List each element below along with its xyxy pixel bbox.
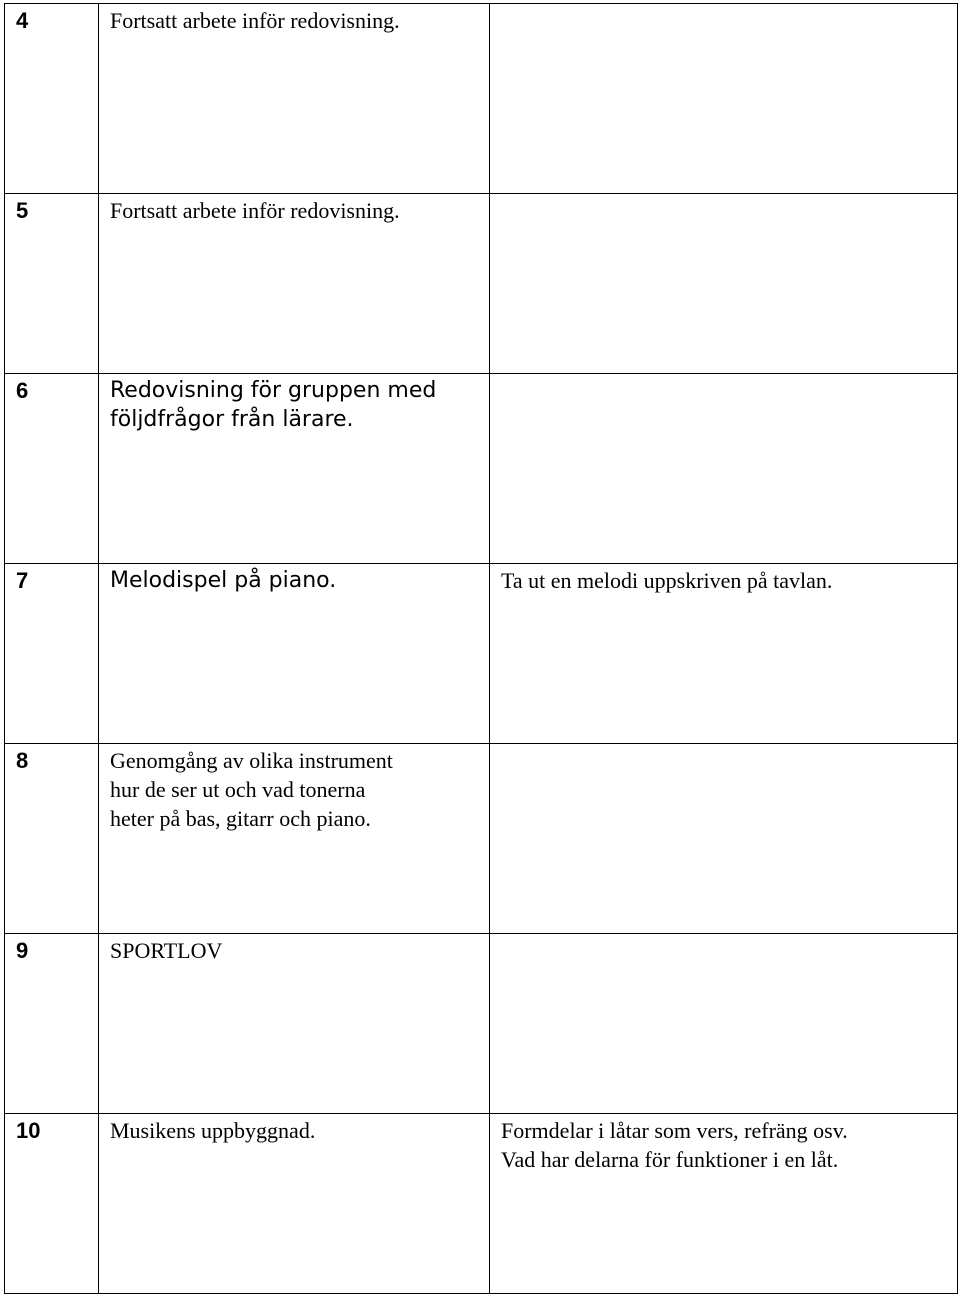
note-cell — [490, 4, 958, 194]
table-row — [5, 194, 958, 374]
table-row — [5, 564, 958, 744]
note-cell — [490, 194, 958, 374]
activity-text: Redovisning för gruppen med — [110, 378, 437, 403]
activity-text: Fortsatt arbete inför redovisning. — [110, 198, 400, 223]
table-row — [5, 1114, 958, 1294]
note-cell — [490, 934, 958, 1114]
note-cell — [490, 744, 958, 934]
activity-cell — [99, 744, 490, 934]
week-number: 4 — [5, 4, 99, 194]
activity-cell — [99, 194, 490, 374]
activity-text: SPORTLOV — [110, 938, 223, 963]
activity-cell — [99, 1114, 490, 1294]
note-text: Formdelar i låtar som vers, refräng osv. — [501, 1118, 848, 1143]
activity-text: Genomgång av olika instrument — [110, 748, 393, 773]
activity-text: hur de ser ut och vad tonerna — [110, 777, 366, 802]
schedule-table — [4, 3, 958, 1294]
note-cell — [490, 564, 958, 744]
week-number: 5 — [5, 194, 99, 374]
activity-text: heter på bas, gitarr och piano. — [110, 806, 371, 831]
table-row — [5, 374, 958, 564]
table-row — [5, 744, 958, 934]
activity-cell — [99, 564, 490, 744]
activity-cell — [99, 934, 490, 1114]
note-text: Vad har delarna för funktioner i en låt. — [501, 1147, 839, 1172]
activity-text: Fortsatt arbete inför redovisning. — [110, 8, 400, 33]
activity-text: Melodispel på piano. — [110, 568, 337, 593]
activity-cell — [99, 4, 490, 194]
table-row — [5, 934, 958, 1114]
table-row — [5, 4, 958, 194]
note-cell — [490, 1114, 958, 1294]
week-number: 10 — [5, 1114, 99, 1294]
week-number: 9 — [5, 934, 99, 1114]
note-text: Ta ut en melodi uppskriven på tavlan. — [501, 568, 833, 593]
week-number: 7 — [5, 564, 99, 744]
week-number: 8 — [5, 744, 99, 934]
note-cell — [490, 374, 958, 564]
week-number: 6 — [5, 374, 99, 564]
activity-text: Musikens uppbyggnad. — [110, 1118, 316, 1143]
activity-text: följdfrågor från lärare. — [110, 407, 354, 432]
activity-cell — [99, 374, 490, 564]
